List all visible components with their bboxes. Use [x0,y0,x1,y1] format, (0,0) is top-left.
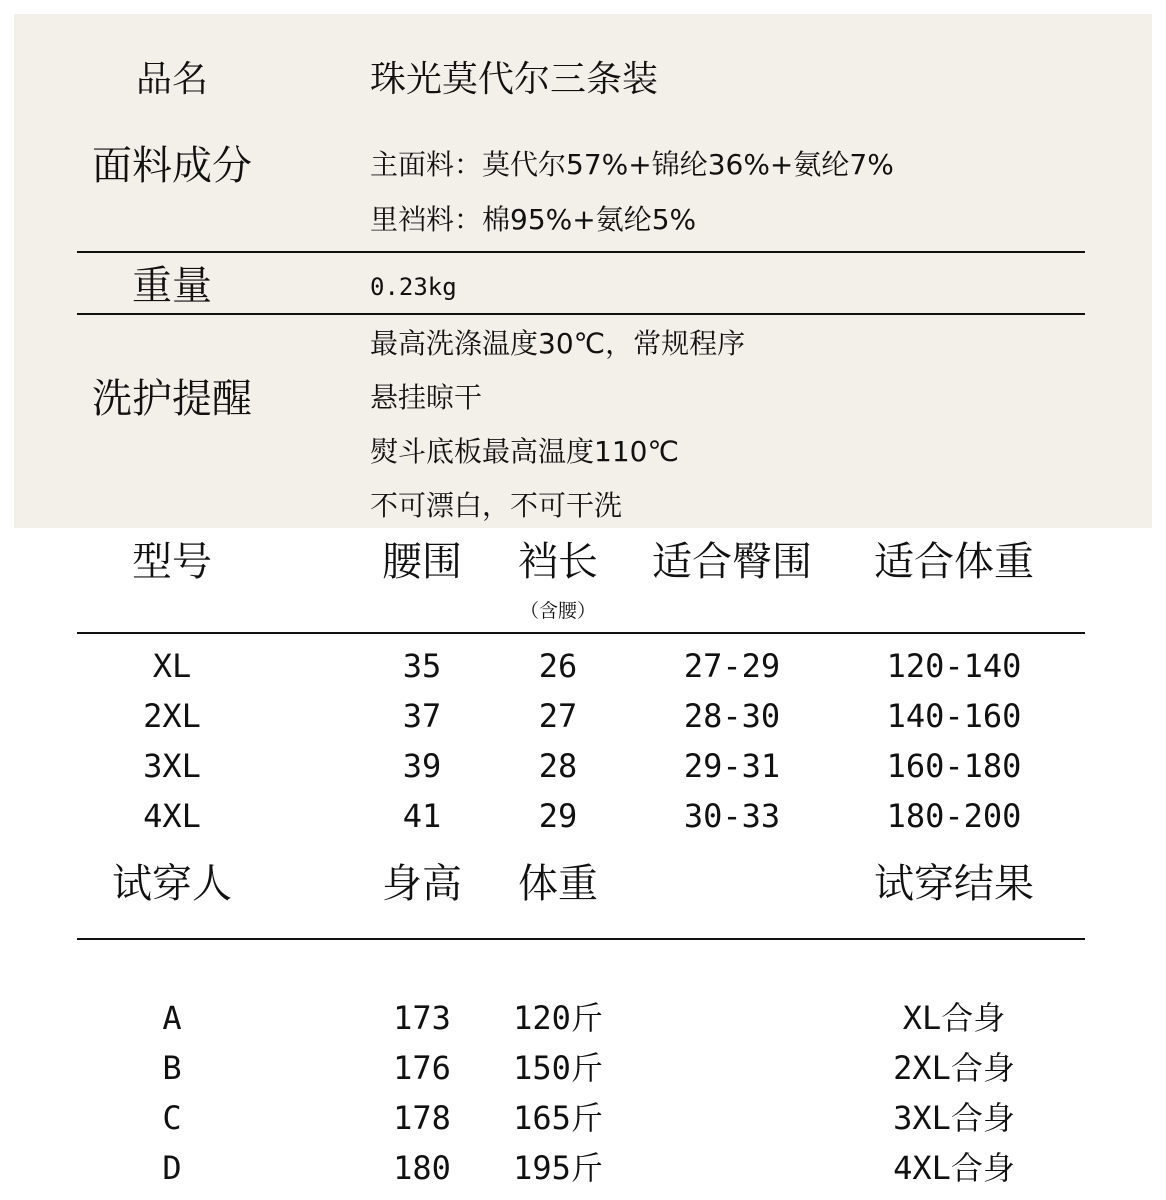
trial-cell-result: 3XL合身 [893,1099,1015,1137]
size-cell-weight: 180-200 [886,797,1022,835]
trial-cell-person: D [162,1149,182,1187]
trial-header-weight: 体重 [518,861,598,907]
trial-cell-height: 178 [393,1099,451,1137]
divider [77,313,1085,315]
trial-header-result: 试穿结果 [874,861,1034,907]
size-cell-model: 3XL [143,747,201,785]
care-item: 不可漂白，不可干洗 [370,489,623,522]
care-item: 悬挂晾干 [370,381,483,414]
trial-header-height: 身高 [382,861,462,907]
trial-cell-height: 180 [393,1149,451,1187]
size-header-crotch: 裆长 [518,539,598,585]
trial-cell-weight: 165斤 [513,1099,603,1137]
size-cell-waist: 35 [402,647,442,685]
divider [77,938,1085,940]
size-cell-weight: 160-180 [886,747,1022,785]
size-cell-waist: 37 [402,697,442,735]
size-cell-hip: 29-31 [683,747,781,785]
divider [77,632,1085,634]
size-cell-weight: 120-140 [886,647,1022,685]
size-cell-model: XL [152,647,192,685]
size-cell-model: 4XL [143,797,201,835]
care-label: 洗护提醒 [92,376,252,422]
trial-cell-person: C [162,1099,182,1137]
size-cell-crotch: 29 [538,797,578,835]
weight-value: 0.23kg [370,273,457,301]
care-item: 最高洗涤温度30℃，常规程序 [370,327,746,360]
fabric-lining: 里裆料：棉95%+氨纶5% [370,203,697,236]
fabric-main: 主面料：莫代尔57%+锦纶36%+氨纶7% [370,148,894,181]
size-cell-crotch: 26 [538,647,578,685]
trial-cell-weight: 120斤 [513,999,603,1037]
trial-cell-result: XL合身 [902,999,1006,1037]
trial-cell-weight: 150斤 [513,1049,603,1087]
trial-cell-height: 173 [393,999,451,1037]
size-cell-model: 2XL [143,697,201,735]
trial-cell-result: 2XL合身 [893,1049,1015,1087]
care-item: 熨斗底板最高温度110℃ [370,435,679,468]
size-cell-weight: 140-160 [886,697,1022,735]
fabric-label: 面料成分 [92,143,252,189]
size-header-model: 型号 [132,539,212,585]
size-cell-hip: 30-33 [683,797,781,835]
size-cell-waist: 39 [402,747,442,785]
trial-cell-person: B [162,1049,182,1087]
size-header-weight: 适合体重 [874,539,1034,585]
product-name-label: 品名 [135,59,209,100]
divider [77,251,1085,253]
size-header-waist: 腰围 [382,539,462,585]
weight-label: 重量 [132,263,212,309]
product-name-value: 珠光莫代尔三条装 [370,59,659,100]
trial-cell-height: 176 [393,1049,451,1087]
trial-header-person: 试穿人 [112,861,232,907]
trial-cell-weight: 195斤 [513,1149,603,1187]
size-cell-waist: 41 [402,797,442,835]
trial-cell-result: 4XL合身 [893,1149,1015,1187]
size-cell-hip: 28-30 [683,697,781,735]
size-header-hip: 适合臀围 [652,539,812,585]
size-cell-crotch: 27 [538,697,578,735]
size-cell-crotch: 28 [538,747,578,785]
trial-cell-person: A [162,999,182,1037]
size-header-crotch-note: （含腰） [519,600,597,622]
size-cell-hip: 27-29 [683,647,781,685]
